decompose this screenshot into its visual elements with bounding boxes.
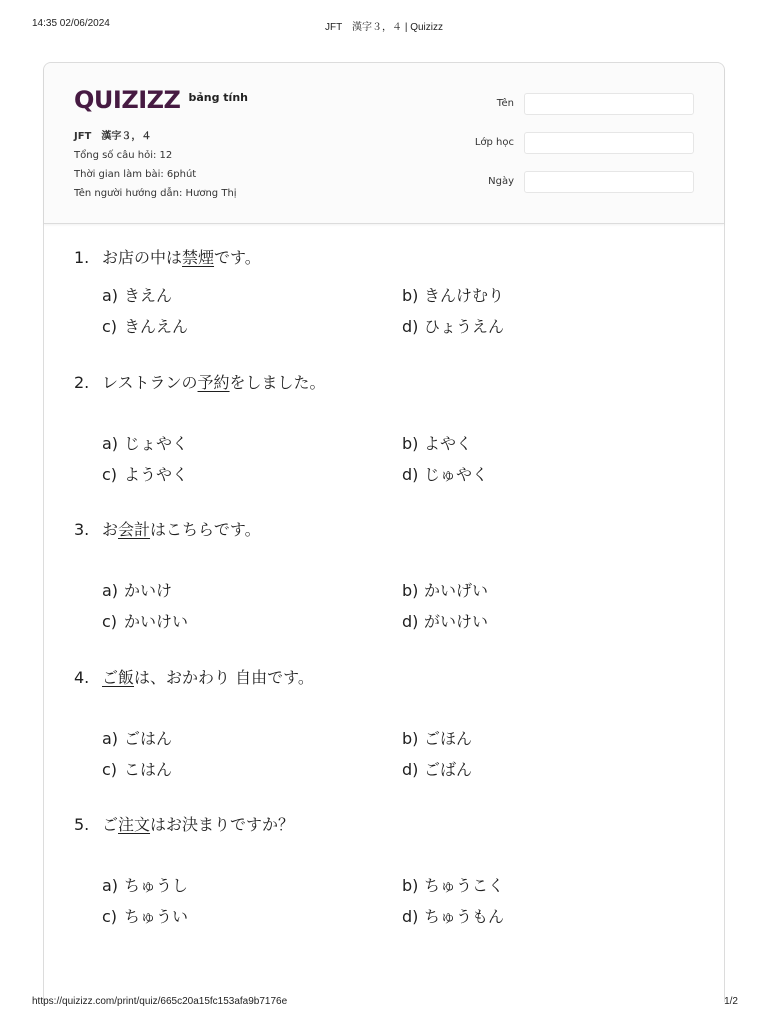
question-stem — [74, 663, 694, 693]
worksheet — [43, 62, 725, 1002]
question-text: お店の中は禁煙です。 — [102, 248, 261, 267]
worksheet-header — [44, 63, 724, 224]
question-4 — [74, 663, 694, 779]
underlined-kanji: 予約 — [197, 373, 230, 392]
date-label: Ngày — [488, 176, 514, 187]
option-d[interactable]: d) じゅやく — [402, 465, 489, 484]
question-number: 5. — [74, 815, 90, 834]
option-c[interactable]: c) ちゅうい — [102, 907, 189, 926]
quiz-name: JFT 漢字３，４ — [74, 131, 152, 142]
option-c[interactable]: c) かいけい — [102, 612, 189, 631]
option-a[interactable]: a) かいけ — [102, 581, 173, 600]
time-limit: Thời gian làm bài: 6phút — [74, 169, 197, 180]
class-label: Lớp học — [474, 137, 514, 148]
underlined-kanji: 注文 — [118, 815, 151, 834]
date-input[interactable] — [524, 171, 694, 193]
name-field — [454, 93, 694, 115]
question-text: お会計はこちらです。 — [102, 520, 261, 539]
name-input[interactable] — [524, 93, 694, 115]
question-stem — [74, 515, 694, 545]
print-timestamp: 14:35 02/06/2024 — [32, 18, 110, 29]
option-b[interactable]: b) かいげい — [402, 581, 489, 600]
print-url: https://quizizz.com/print/quiz/665c20a15fc153afa9b7176e — [32, 996, 288, 1007]
question-number: 3. — [74, 520, 90, 539]
underlined-kanji: ご飯 — [102, 668, 135, 687]
question-number: 2. — [74, 373, 90, 392]
class-field — [454, 132, 694, 154]
option-d[interactable]: d) ごばん — [402, 760, 473, 779]
print-footer — [0, 996, 768, 1012]
name-label: Tên — [496, 98, 514, 109]
question-text: ご注文はお決まりですか？ — [102, 815, 295, 834]
class-input[interactable] — [524, 132, 694, 154]
question-number: 4. — [74, 668, 90, 687]
option-c[interactable]: c) こはん — [102, 760, 173, 779]
question-3 — [74, 515, 694, 631]
question-text: ご飯は、おかわり 自由です。 — [102, 668, 314, 687]
question-text: レストランの予約をしました。 — [102, 373, 326, 392]
question-number: 1. — [74, 248, 90, 267]
option-c[interactable]: c) ようやく — [102, 465, 189, 484]
option-b[interactable]: b) ちゅうこく — [402, 876, 505, 895]
worksheet-subtitle: bảng tính — [188, 90, 248, 104]
option-d[interactable]: d) がいけい — [402, 612, 489, 631]
option-b[interactable]: b) きんけむり — [402, 286, 505, 305]
total-questions: Tổng số câu hỏi: 12 — [74, 150, 173, 161]
question-stem — [74, 243, 694, 273]
question-2 — [74, 368, 694, 484]
quiz-meta — [74, 127, 237, 203]
option-b[interactable]: b) よやく — [402, 434, 473, 453]
instructor-name: Tên người hướng dẫn: Hương Thị — [74, 188, 237, 199]
underlined-kanji: 禁煙 — [182, 248, 215, 267]
option-b[interactable]: b) ごほん — [402, 729, 473, 748]
question-5 — [74, 810, 694, 926]
option-d[interactable]: d) ちゅうもん — [402, 907, 505, 926]
option-a[interactable]: a) ごはん — [102, 729, 173, 748]
option-a[interactable]: a) じょやく — [102, 434, 189, 453]
print-page-number: 1/2 — [724, 996, 738, 1007]
option-c[interactable]: c) きんえん — [102, 317, 189, 336]
quizizz-logo: QUIZIZZ — [74, 86, 181, 114]
option-a[interactable]: a) ちゅうし — [102, 876, 189, 895]
question-stem — [74, 368, 694, 398]
print-page-title: JFT 漢字３，４ | Quizizz — [325, 22, 443, 33]
question-1 — [74, 243, 694, 336]
date-field — [454, 171, 694, 193]
brand — [74, 85, 248, 115]
print-header — [0, 18, 768, 34]
option-a[interactable]: a) きえん — [102, 286, 173, 305]
question-stem — [74, 810, 694, 840]
option-d[interactable]: d) ひょうえん — [402, 317, 505, 336]
underlined-kanji: 会計 — [118, 520, 151, 539]
